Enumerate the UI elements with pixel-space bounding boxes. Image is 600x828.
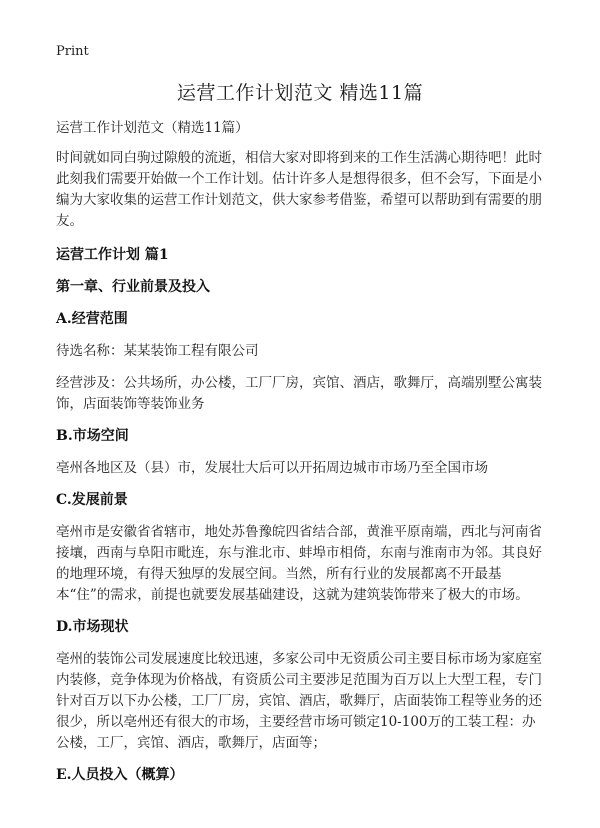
company-name-paragraph: 待选名称：某某装饰工程有限公司 <box>56 343 259 359</box>
heading-market-space: B.市场空间 <box>56 428 129 444</box>
development-prospects-paragraph: 亳州市是安徽省省辖市，地处苏鲁豫皖四省结合部，黄淮平原南端，西北与河南省接壤，西南与阜阳市毗连，东与淮北市、蚌埠市相倚，东南与淮南市为邻。其良好的地理环境，有得天独厚的发展空间。当然，所有行业的发展都离不开最基本“住”的需求，前提也就要发展基础建设，这就为建筑装饰带来了极大的市场。 <box>56 524 542 603</box>
heading-development-prospects: C.发展前景 <box>56 492 128 508</box>
heading-staff-investment: E.人员投入（概算） <box>56 767 184 783</box>
document-subtitle: 运营工作计划范文（精选11篇） <box>56 120 249 136</box>
print-link[interactable]: Print <box>56 44 89 59</box>
section-heading: 运营工作计划 篇1 <box>56 247 169 263</box>
heading-business-scope: A.经营范围 <box>56 311 128 327</box>
document-body <box>56 118 546 797</box>
page-title: 运营工作计划范文 精选11篇 <box>176 82 424 104</box>
business-scope-paragraph: 经营涉及：公共场所，办公楼，工厂厂房，宾馆、酒店，歌舞厅，高端别墅公寓装饰，店面装饰等装饰业务 <box>56 375 542 412</box>
market-space-paragraph: 亳州各地区及（县）市，发展壮大后可以开拓周边城市市场乃至全国市场 <box>56 460 488 476</box>
market-status-paragraph: 亳州的装饰公司发展速度比较迅速，多家公司中无资质公司主要目标市场为家庭室内装修，竞争体现为价格战，有资质公司主要涉足范围为百万以上大型工程，专门针对百万以下办公楼，工厂厂房，宾馆、酒店，歌舞厅，店面装饰工程等业务的还很少，所以亳州还有很大的市场，主要经营市场可锁定10-100万的工装工程：办公楼，工厂，宾馆、酒店，歌舞厅，店面等； <box>56 651 542 751</box>
chapter-heading: 第一章、行业前景及投入 <box>56 279 210 295</box>
intro-paragraph: 时间就如同白驹过隙般的流逝，相信大家对即将到来的工作生活满心期待吧！此时此刻我们需要开始做一个工作计划。估计许多人是想得很多，但不会写，下面是小编为大家收集的运营工作计划范文，供大家参考借鉴，希望可以帮助到有需要的朋友。 <box>56 150 542 229</box>
heading-market-status: D.市场现状 <box>56 619 129 635</box>
